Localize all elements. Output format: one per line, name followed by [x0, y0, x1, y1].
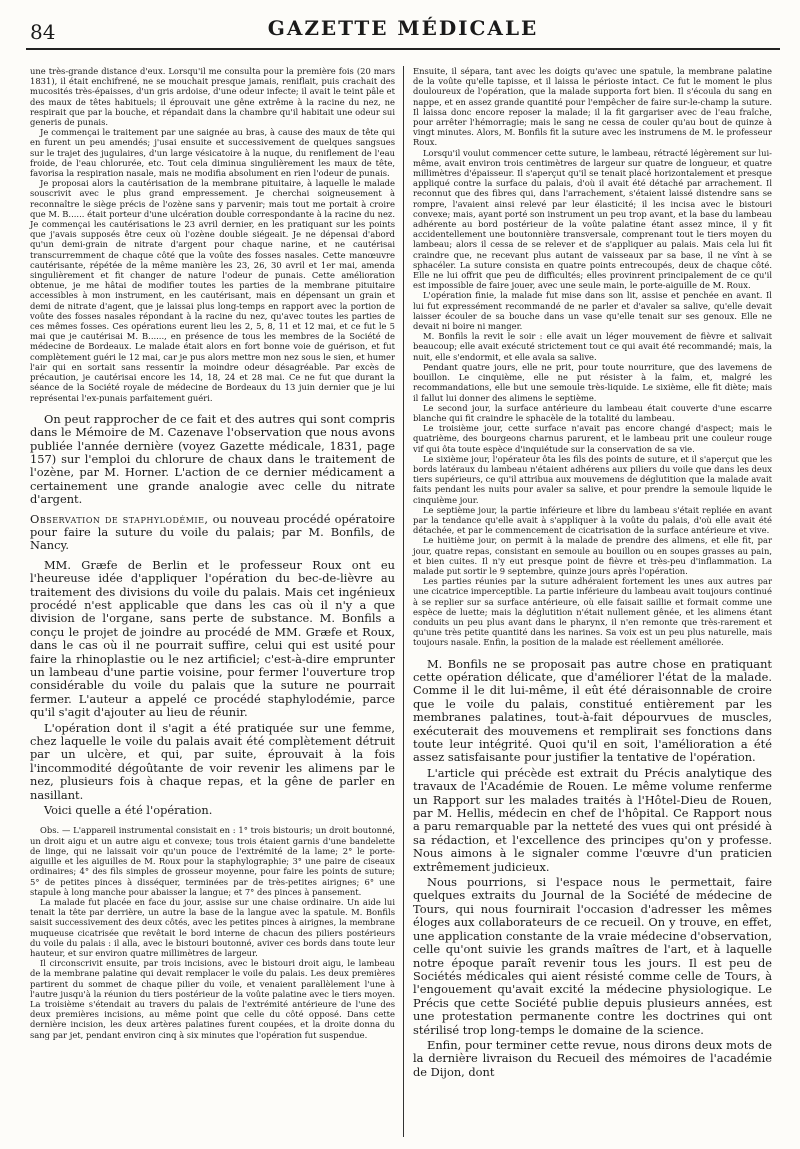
ozene-case-text: [30, 66, 395, 403]
left-column: [26, 66, 403, 1137]
operation-continuation: [413, 66, 772, 648]
large-paragraph: Voici quelle a été l'opération.: [44, 803, 213, 818]
large-paragraph: Enfin, pour terminer cette revue, nous dirons deux mots de la dernière livraison du Recueil des mémoires de l'académie de Dijon, dont: [413, 1037, 772, 1079]
small-paragraph: Lorsqu'il voulut commencer cette suture, le lambeau, rétracté légèrement sur lui-même, avait environ trois centimètres de largeur sur quatre de longueur, et quatre millimètres d'épaisseur. Il s'aperçut qu'il se tenait placé horizontalement et presque appliqué contre la surface du palais, d'où il avait été détaché par arrachement. Il reconnut que des fibres qui, dans l'arrachement, s'étaient laissé distendre sans se rompre, l'avaient ainsi relevé par leur élasticité; il les incisa avec le bistouri convexe; mais, ayant porté son instrument un peu trop avant, et la base du lambeau adhérente au bord postérieur de la voûte palatine étant assez mince, il y fit accidentellement une boutonnière transversale, comprenant tout le tiers moyen du lambeau; alors il cessa de se relever et de s'appliquer au palais. Mais cela lui fit craindre que, ne recevant plus autant de vaisseaux par sa base, il ne vînt à se sphacéler. La suture consista en quatre points entrecoupés, deux de chaque côté. Elle ne lui offrit que peu de difficultés; elles provinrent principalement de ce qu'il est impossible de faire jouer, avec une seule main, le porte-aiguille de M. Roux.: [413, 147, 772, 291]
small-paragraph: Les parties réunies par la suture adhéraient fortement les unes aux autres par une cicatrice imperceptible. La partie inférieure du lambeau avait toujours continué à se replier sur sa surface antérieure, où elle faisait saillie et formait comme une espèce de luette; mais la déglutition n'était nullement gênée, et les alimens étant conduits un peu plus avant dans le pharynx, il n'en remonte que très-rarement et qu'une très petite quantité dans les narines. Sa voix est un peu plus naturelle, mais toujours nasale. Enfin, la position de la malade est réellement améliorée.: [413, 576, 772, 648]
large-paragraph: On peut rapprocher de ce fait et des autres qui sont compris dans le Mémoire de M. Cazenave l'observation que nous avons publiée l'année dernière (voyez Gazette médicale, 1831, page 157) sur l'emploi du chlorure de chaux dans le traitement de l'ozène, par M. Horner. L'action de ce dernier médicament a certainement une grande analogie avec celle du nitrate d'argent.: [30, 411, 395, 507]
small-paragraph: Obs. — L'appareil instrumental consistait en : 1° trois bistouris; un droit boutonné, un droit aigu et un autre aigu et convexe; tous trois étaient garnis d'une bandelette de linge, qui ne laissait voir qu'un pouce de l'extrémité de la lame; 2° le porte-aiguille et les aiguilles de M. Roux pour la staphylographie; 3° une paire de ciseaux ordinaires; 4° des fils simples de grosseur moyenne, pour faire les points de suture; 5° de petites pinces à disséquer, terminées par de très-petites airignes; 6° une stapule à long manche pour abaisser la langue; et 7° des pinces à pansement.: [30, 825, 395, 897]
page-header: [26, 8, 780, 50]
small-paragraph: Le second jour, la surface antérieure du lambeau était couverte d'une escarre blanche qui fit craindre le sphacèle de la totalité du lambeau.: [413, 402, 772, 423]
large-paragraph: M. Bonfils ne se proposait pas autre chose en pratiquant cette opération délicate, que d'améliorer l'état de la malade. Comme il le dit lui-même, il eût été déraisonnable de croire que le voile du palais, constitué entièrement par les membranes palatines, tout-à-fait dépourvues de muscles, exécuterait des mouvemens et remplirait ses fonctions dans toute leur intégrité. Quoi qu'il en soit, l'amélioration a été assez satisfaisante pour justifier la tentative de l'opération.: [413, 656, 772, 765]
review-text: [413, 658, 772, 1080]
page-number: 84: [30, 20, 56, 44]
staphylodemie-intro: [30, 559, 395, 818]
observation-heading-subtitle: ou nouveau procédé opératoire pour faire la suture du voile du palais; par M. Bonfils, de Nancy.: [30, 511, 396, 553]
small-paragraph: Pendant quatre jours, elle ne prit, pour toute nourriture, que des lavemens de bouillon. Le cinquième, elle ne put résister à la faim, et, malgré les recommandations, elle but une semoule très-liquide. Le sixième, elle fit diète; mais il fallut lui donner des alimens le septième.: [413, 361, 772, 403]
small-paragraph: La malade fut placée en face du jour, assise sur une chaise ordinaire. Un aide lui tenait la tête par derrière, un autre la base de la langue avec la spatule. M. Bonfils saisit successivement des deux côtés, avec les petites pinces à airignes, la membrane muqueuse cicatrisée que revêtait le bord interne de chacun des piliers postérieurs du voile du palais : il alla, avec le bistouri boutonné, aviver ces bords dans toute leur hauteur, et sur environ quatre millimètres de largeur.: [30, 896, 395, 958]
observation-heading-title: Observation de staphylodémie,: [30, 511, 209, 526]
small-paragraph: Le troisième jour, cette surface n'avait pas encore changé d'aspect; mais le quatrième, des bourgeons charnus parurent, et le lambeau prit une couleur rouge vif qui ôta toute espèce d'inquiétude sur la conservation de sa vie.: [413, 423, 772, 454]
large-paragraph: L'article qui précède est extrait du Précis analytique des travaux de l'Académie de Rouen. Le même volume renferme un Rapport sur les malades traités à l'Hôtel-Dieu de Rouen, par M. Hellis, médecin en chef de l'hôpital. Ce Rapport nous a paru remarquable par la netteté des vues qui ont présidé à sa rédaction, et l'excellence des principes qu'on y professe. Nous aimons à le signaler comme l'œuvre d'un praticien extrêmement judicieux.: [413, 765, 772, 874]
journal-title: GAZETTE MÉDICALE: [267, 16, 539, 40]
observation-heading: [30, 513, 395, 553]
article-columns: [26, 66, 780, 1137]
small-paragraph: une très-grande distance d'eux. Lorsqu'il me consulta pour la première fois (20 mars 1831), il était enchifrené, ne se mouchait presque jamais, reniflait, puis crachait des mucosités très-épaisses, d'un gris ardoise, d'une odeur infecte; il avait le teint pâle et des maux de têtes habituels; il éprouvait une gêne extrême à la racine du nez, ne respirait que par la bouche, et répandait dans la chambre qu'il habitait une odeur sui generis de punais.: [30, 66, 395, 128]
right-column: [403, 66, 780, 1137]
small-paragraph: Il circonscrivit ensuite, par trois incisions, avec le bistouri droit aigu, le lambeau de la membrane palatine qui devait remplacer le voile du palais. Les deux premières partirent du sommet de chaque pilier du voile, et venaient parallèlement l'une à l'autre jusqu'à la réunion du tiers postérieur de la voûte palatine avec le tiers moyen. La troisième s'étendait au travers du palais de l'extrémité antérieure de l'une des deux premières incisions, au même point que celle du côté opposé. Dans cette dernière incision, les deux artères palatines furent coupées, et la droite donna du sang par jet, pendant environ cinq à six minutes que l'opération fut suspendue.: [30, 958, 395, 1040]
small-paragraph: Ensuite, il sépara, tant avec les doigts qu'avec une spatule, la membrane palatine de la voûte qu'elle tapisse, et il laissa le périoste intact. Ce fut le moment le plus douloureux de l'opération, que la malade supporta fort bien. Il s'écoula du sang en nappe, et en assez grande quantité pour l'empêcher de faire sur-le-champ la suture. Il laissa donc encore reposer la malade; il la fit gargariser avec de l'eau fraîche, pour arrêter l'hémorragie; mais le sang ne cessa de couler qu'au bout de quinze à vingt minutes. Alors, M. Bonfils fit la suture avec les instrumens de M. le professeur Roux.: [413, 66, 772, 148]
small-paragraph: L'opération finie, la malade fut mise dans son lit, assise et penchée en avant. Il lui fut expressément recommandé de ne parler et d'avaler sa salive, qu'elle devait laisser écouler de sa bouche dans un vase qu'elle tenait sur ses genoux. Elle ne devait ni boire ni manger.: [413, 290, 772, 332]
small-paragraph: Le sixième jour, l'opérateur ôta les fils des points de suture, et il s'aperçut que les bords latéraux du lambeau n'étaient adhérens aux piliers du voile que dans les deux tiers supérieurs, ce qu'il attribua aux mouvemens de déglutition que la malade avait faits pendant les nuits pour avaler sa salive, et pour prendre la semoule liquide le cinquième jour.: [413, 453, 772, 505]
observation-details: [30, 825, 395, 1039]
small-paragraph: M. Bonfils la revit le soir : elle avait un léger mouvement de fièvre et salivait beaucoup; elle avait exécuté strictement tout ce qui avait été recommandé; mais, la nuit, elle s'endormit, et elle avala sa salive.: [413, 331, 772, 362]
large-paragraph: Nous pourrions, si l'espace nous le permettait, faire quelques extraits du Journal de la Société de médecine de Tours, qui nous fournirait l'occasion d'adresser les mêmes éloges aux collaborateurs de ce recueil. On y trouve, en effet, une application constante de la vraie médecine d'observation, celle qu'ont suivie les grands maîtres de l'art, et à laquelle notre époque paraît revenir tous les jours. Il est peu de Sociétés médicales qui aient résisté comme celle de Tours, à l'engouement qu'avait excité la médecine physiologique. Le Précis que cette Société publie depuis plusieurs années, est une protestation permanente contre les doctrines qui ont stérilisé trop long-temps le domaine de la science.: [413, 875, 772, 1037]
small-paragraph: Je commençai le traitement par une saignée au bras, à cause des maux de tête qui en furent un peu amendés; j'usai ensuite et successivement de quelques sangsues sur le trajet des jugulaires, d'un large vésicatoire à la nuque, du reniflement de l'eau froide, de l'eau chlorurée, etc. Tout cela diminua singulièrement les maux de tête, favorisa la respiration nasale, mais ne modifia absolument en rien l'odeur de punais.: [30, 127, 395, 179]
large-paragraph: L'opération dont il s'agit a été pratiquée sur une femme, chez laquelle le voile du palais avait été complètement détruit par un ulcère, et qui, par suite, éprouvait à la fois l'incommodité dégoûtante de voir revenir les alimens par le nez, plusieurs fois à chaque repas, et la gêne de parler en nasillant.: [30, 720, 395, 802]
small-paragraph: Le septième jour, la partie inférieure et libre du lambeau s'était repliée en avant par la tendance qu'elle avait à s'appliquer à la voûte du palais, d'où elle avait été détachée, et par le commencement de cicatrisation de la surface antérieure et vive.: [413, 504, 772, 536]
large-paragraph: MM. Græfe de Berlin et le professeur Roux ont eu l'heureuse idée d'appliquer l'opération du bec-de-lièvre au traitement des divisions du voile du palais. Mais cet ingénieux procédé n'est applicable que dans les cas où il n'y a que division de l'organe, sans perte de substance. M. Bonfils a conçu le projet de joindre au procédé de MM. Græfe et Roux, dans le cas où il ne pourrait suffire, celui qui est usité pour faire la rhinoplastie ou le nez artificiel; c'est-à-dire emprunter un lambeau d'une partie voisine, pour fermer l'ouverture trop considérable du voile du palais que la suture ne pourrait fermer. L'auteur a appelé ce procédé staphylodémie, parce qu'il s'agit d'ajouter au lieu de réunir.: [30, 557, 395, 720]
small-paragraph: Je proposai alors la cautérisation de la membrane pituitaire, à laquelle le malade souscrivit avec le plus grand empressement. Je cherchai soigneusement à reconnaître le siège précis de l'ozène sans y parvenir; mais tout me portait à croire que M. B...... était porteur d'une ulcération double correspondante à la racine du nez. Je commençai les cautérisations le 23 avril dernier, en les pratiquant sur les points que j'avais supposés être ceux où l'ozène double siégeait. Je ne dépensai d'abord qu'un demi-grain de nitrate d'argent pour chaque narine, et ne cautérisai transcurremment de chaque côté que la voûte des fosses nasales. Cette manœuvre cautérisante, répétée de la même manière les 23, 26, 30 avril et 1er mai, amenda singulièrement et fit changer de nature l'odeur de punais. Cette amélioration obtenue, je me hâtai de modifier toutes les parties de la membrane pituitaire accessibles à mon instrument, en les cautérisant, mais en dépensant un grain et demi de nitrate d'agent, que je laissai plus long-temps en rapport avec la portion de voûte des fosses nasales répondant à la racine du nez, qu'avec toutes les parties de ces mêmes fosses. Ces opérations eurent lieu les 2, 5, 8, 11 et 12 mai, et ce fut le 5 mai que je cautérisai M. B......, en présence de tous les membres de la Société de médecine de Bordeaux. Le malade était alors en fort bonne voie de guérison, et fut complètement guéri le 12 mai, car je pus alors mettre mon nez sous le sien, et humer l'air qui en sortait sans ressentir la moindre odeur désagréable. Par excès de précaution, je cautérisai encore les 14, 18, 24 et 28 mai. Ce ne fut que durant la séance de la Société royale de médecine de Bordeaux du 13 juin dernier que je lui représentai l'ex-punais parfaitement guéri.: [30, 178, 395, 403]
small-paragraph: Le huitième jour, on permit à la malade de prendre des alimens, et elle fit, par jour, quatre repas, consistant en semoule au bouillon ou en soupes grasses au pain, et bien cuites. Il n'y eut presque point de fièvre et très-peu d'inflammation. La malade put sortir le 9 septembre, quinze jours après l'opération.: [413, 535, 772, 576]
editorial-note: [30, 413, 395, 507]
